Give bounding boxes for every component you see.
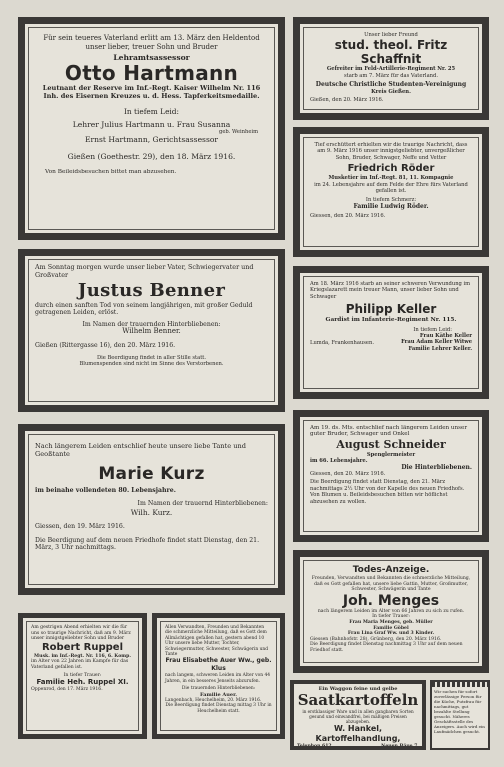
hartmann-place: Gießen (Goethestr. 29), den 18. März 1916. — [67, 152, 236, 162]
hartmann-grief: In tiefem Leid: — [123, 106, 180, 116]
schneider-grief: Die Hinterbliebenen. — [401, 463, 472, 471]
obituary-keller — [293, 266, 489, 399]
ad-small-classified — [430, 680, 490, 750]
obituary-hartmann — [18, 17, 285, 240]
saat-addr: Neuen Bäue 7. — [381, 744, 419, 750]
schaffnit-rank: Gefreiter im Feld-Artillerie-Regiment Nr. 25 — [326, 66, 456, 73]
auer-intro: Allen Verwandten, Freunden und Bekannten die schmerzliche Mitteilung, daß es Gott dem Allmächtigen gefallen hat, gestern abend 10 Uhr unsere liebe Mutter, Tochter, Schwiegermutter, Schwester, Schwägerin und Tante — [165, 625, 269, 658]
auer-text: nach langem, schweren Leiden im Alter von 44 Jahren, in ein besseres Jenseits abzurufen. — [165, 673, 271, 684]
ruppel-family: Familie Heh. Ruppel XI. — [36, 678, 129, 687]
roeder-intro: Tief erschüttert erhielten wir die traurige Nachricht, dass am 9. März 1916 unser innigstgeliebter, unvergeßlicher Sohn, Bruder, Schwager, Neffe und Vetter — [314, 142, 468, 161]
ruppel-rank: Musk. im Inf.-Regt. Nr. 116, 6. Komp. — [34, 653, 131, 659]
obituary-menges — [293, 550, 489, 673]
benner-grief: Im Namen der trauernden Hinterbliebenen: — [82, 320, 221, 328]
schneider-text: im 66. Lebensjahre. — [310, 458, 368, 465]
roeder-family: Familie Ludwig Röder. — [353, 202, 429, 210]
obituary-schneider — [293, 410, 489, 542]
benner-signer: Wilhelm Benner. — [122, 327, 181, 336]
auer-grief: Die trauernden Hinterbliebenen: — [181, 686, 256, 692]
saat-top: Ein Waggon feine und gelbe — [318, 686, 398, 692]
roeder-name: Friedrich Röder — [347, 163, 435, 175]
keller-name: Philipp Keller — [345, 302, 437, 317]
schaffnit-place: Gießen, den 20. März 1916. — [310, 97, 384, 104]
keller-rank: Gardist im Infanterie-Regiment Nr. 115. — [325, 317, 457, 324]
keller-f1: Frau Käthe Keller — [419, 333, 472, 340]
kurz-note: Die Beerdigung auf dem neuen Friedhofe findet statt Dienstag, den 21. März, 3 Uhr nachmittags. — [35, 536, 260, 552]
schneider-place: Giessen, den 20. März 1916. — [310, 471, 386, 478]
ruppel-intro: Am gestrigen Abend erhielten wir die für uns so traurige Nachricht, daß am 9. März unser innigstgeliebter Sohn und Bruder — [31, 625, 131, 642]
saat-firm: W. Hankel, Kartoffelhandlung, — [315, 724, 401, 744]
auer-note: Die Beerdigung findet Dienstag mittag 3 Uhr in Heuchelheim statt. — [165, 703, 272, 714]
schaffnit-name: stud. theol. Fritz Schaffnit — [334, 38, 448, 67]
menges-header: Todes-Anzeige. — [352, 565, 430, 575]
menges-text: nach längerem Leiden im Alter von 66 Jahren zu sich zu rufen. — [317, 608, 465, 614]
benner-note1: Die Beerdigung findet in aller Stille statt. — [96, 354, 207, 361]
benner-place: Gießen (Rittergasse 16), den 20. März 1916. — [35, 341, 176, 349]
small-text: Wir suchen für sofort zuverlässige Person für die Küche, Putzfrau für nachmittags, gut bezahlte Stellung gesucht. Näheres Geschäftsstelle des Anzeigers. Auch wird ein Laufmädchen gesucht. — [434, 689, 485, 734]
saat-name: Saatkartoffeln — [297, 691, 419, 710]
benner-name: Justus Benner — [77, 279, 226, 301]
obituary-benner — [18, 249, 285, 412]
roeder-rank: Musketier im Inf.-Regt. 81, 11. Kompagnie — [328, 175, 454, 182]
kurz-grief: Im Namen der trauernd Hinterbliebenen: — [137, 500, 268, 508]
saat-text: in erstklassiger Ware und in allen gangbaren Sorten gesund und einwandfrei, bei mäßigen Preisen abzugeben. — [302, 709, 414, 725]
kurz-name: Marie Kurz — [98, 463, 205, 484]
menges-note: Die Beerdigung findet Dienstag nachmittag 3 Uhr auf dem neuen Friedhof statt. — [310, 642, 463, 653]
obituary-schaffnit — [293, 17, 489, 120]
kurz-signer: Wilh. Kurz. — [130, 508, 173, 517]
hartmann-family1b: geb. Weinheim — [219, 128, 258, 135]
keller-grief: In tiefem Leid: — [413, 326, 452, 333]
keller-intro: Am 18. März 1916 starb an seiner schweren Verwundung im Kriegslazarett mein treuer Mann, unser lieber Sohn und Schwager — [310, 281, 471, 300]
schneider-note: Die Beerdigung findet statt Dienstag, den 21. März nachmittags 2½ Uhr von der Kapelle des neuen Friedhofs. Von Blumen u. Beileidsbesuchen bitten wir höflichst abzusehen zu wollen. — [310, 479, 465, 505]
kurz-text: im beinahe vollendeten 80. Lebensjahre. — [35, 486, 176, 494]
ruppel-text: im Alter von 22 Jahren im Kampfe für das Vaterland gefallen ist. — [31, 659, 129, 670]
schneider-rank: Spenglermeister — [366, 451, 416, 458]
saat-phone: Telephon 612 — [297, 744, 332, 750]
auer-place: Langenbach, Heuchelheim, 20. März 1916. — [165, 698, 262, 704]
schneider-intro: Am 19. ds. Mts. entschlief nach längerem Leiden unser guter Bruder, Schwager und Onkel — [310, 425, 467, 438]
menges-f2: Familie Göbel — [373, 625, 409, 631]
roeder-place: Giessen, den 20. März 1916. — [310, 213, 386, 220]
obituary-kurz — [18, 424, 285, 595]
kurz-intro: Nach längerem Leiden entschlief heute unsere liebe Tante und Geoßtante — [35, 442, 246, 459]
roeder-grief: In tiefem Schmerz: — [365, 197, 417, 204]
schaffnit-text: starb am 7. März für das Vaterland. — [344, 72, 438, 79]
auer-family: Familie Auer. — [199, 691, 238, 698]
keller-place: Lumda, Frankenhausen. — [310, 340, 374, 347]
hartmann-name: Otto Hartmann — [64, 60, 239, 85]
hartmann-family1: Lehrer Julius Hartmann u. Frau Susanna — [72, 119, 231, 129]
menges-intro: Freunden, Verwandten und Bekannten die schmerzliche Mitteilung, daß es Gott gefallen hat, unsere liebe Gattin, Mutter, Großmutter, Schwester, Schwägerin und Tante — [311, 576, 471, 593]
schneider-name: August Schneider — [336, 437, 446, 451]
hartmann-note: Von Beileidsbesuchen bittet man abzusehen. — [45, 169, 177, 176]
roeder-text: im 24. Lebensjahre auf dem Felde der Ehre fürs Vaterland gefallen ist. — [314, 181, 468, 195]
hartmann-rank: Lehramtsassessor — [113, 53, 190, 63]
menges-name: Joh. Menges — [342, 592, 440, 609]
ruppel-name: Robert Ruppel — [41, 641, 124, 653]
obituary-roeder — [293, 127, 489, 257]
kurz-place: Giessen, den 19. März 1916. — [35, 523, 125, 530]
menges-grief: In tiefer Trauer: — [372, 614, 410, 620]
schaffnit-org1: Deutsche Christliche Studenten-Vereinigung — [315, 81, 467, 89]
menges-place: Giessen (Bahnhofstr. 28), Grünberg, den 20. März 1916. — [310, 636, 442, 642]
hartmann-title1: Leutnant der Reserve im Inf.-Regt. Kaiser Wilhelm Nr. 116 — [42, 83, 261, 92]
hartmann-family2: Ernst Hartmann, Gerichtsassessor — [84, 135, 219, 145]
keller-f2: Frau Adam Keller Witwe — [401, 339, 472, 346]
benner-intro: Am Sonntag morgen wurde unser lieber Vater, Schwiegervater und Großvater — [35, 263, 254, 279]
schaffnit-org2: Kreis Gießen. — [371, 88, 411, 95]
ad-saatkartoffeln — [290, 680, 426, 750]
auer-name: Frau Elisabethe Auer Ww., geb. Klus — [165, 657, 272, 673]
ruppel-grief: In tiefer Trauer: — [63, 672, 102, 678]
obituary-ruppel — [18, 613, 147, 739]
benner-note2: Blumenspenden sind nicht im Sinne des Verstorbenen. — [79, 360, 224, 367]
hartmann-title2: Inh. des Eisernen Kreuzes u. d. Hess. Tapferkeitsmedaille. — [43, 91, 260, 100]
obituary-auer — [152, 613, 285, 739]
menges-f1: Frau Maria Menges, geb. Müller — [349, 619, 433, 625]
hartmann-intro: Für sein teueres Vaterland erlitt am 13. März den Heldentod unser lieber, treuer Sohn und Bruder — [43, 34, 260, 51]
ruppel-place: Oppenrod, den 17. März 1916. — [31, 687, 103, 693]
keller-f3: Familie Lehrer Keller. — [408, 345, 472, 352]
menges-f3: Frau Lina Graf Ww. und 3 Kinder. — [347, 631, 435, 637]
benner-text: durch einen sanften Tod von seinem langjährigen, mit großer Geduld getragenen Leiden, erlöst. — [35, 301, 253, 317]
schaffnit-intro: Unser lieber Freund — [364, 32, 418, 38]
